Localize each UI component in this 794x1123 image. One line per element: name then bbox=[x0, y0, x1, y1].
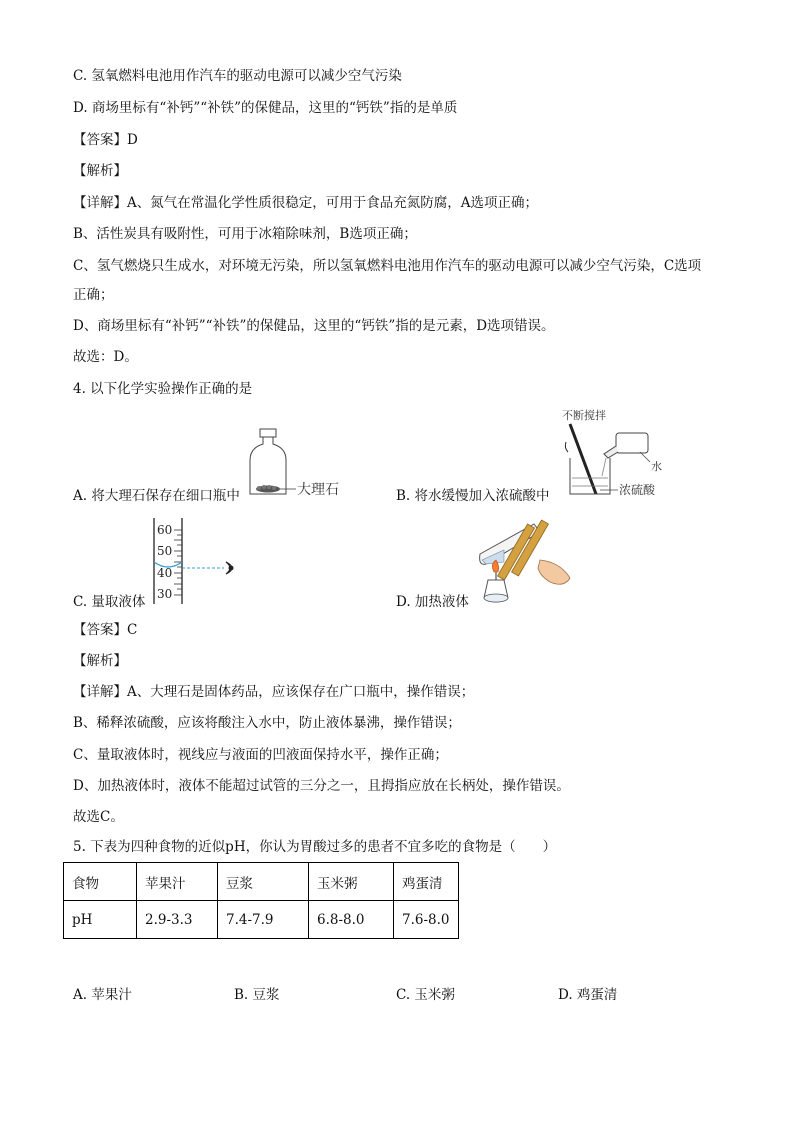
q3-option-d: D. 商场里标有“补钙”“补铁”的保健品，这里的“钙铁”指的是单质 bbox=[73, 100, 458, 116]
q5-option-b: B. 豆浆 bbox=[234, 987, 280, 1003]
q4-analysis-heading: 【解析】 bbox=[73, 653, 127, 669]
q4-detail-c: C、量取液体时，视线应与液面的凹液面保持水平，操作正确； bbox=[73, 747, 448, 763]
table-cell: 7.4-7.9 bbox=[218, 901, 309, 939]
q3-detail-c-line2: 正确； bbox=[73, 287, 114, 303]
table-header-row bbox=[64, 863, 459, 901]
table-row bbox=[64, 901, 459, 939]
tick-label-40: 40 bbox=[157, 566, 173, 580]
q5-option-d: D. 鸡蛋清 bbox=[558, 987, 618, 1003]
table-cell: 6.8-8.0 bbox=[309, 901, 394, 939]
heating-liquid-figure bbox=[474, 516, 604, 608]
narrow-mouth-bottle-figure bbox=[244, 426, 354, 500]
table-cell: 苹果汁 bbox=[137, 863, 218, 901]
tick-label-60: 60 bbox=[157, 523, 173, 537]
dilution-figure bbox=[560, 408, 675, 500]
tick-label-50: 50 bbox=[157, 544, 173, 558]
water-label: 水 bbox=[651, 460, 662, 473]
q4-stem: 4. 以下化学实验操作正确的是 bbox=[73, 381, 253, 397]
q3-option-c: C. 氢氧燃料电池用作汽车的驱动电源可以减少空气污染 bbox=[73, 68, 402, 84]
tick-label-30: 30 bbox=[157, 587, 173, 601]
q3-detail-b: B、活性炭具有吸附性，可用于冰箱除味剂，B选项正确； bbox=[73, 226, 417, 242]
marble-label: 大理石 bbox=[297, 482, 339, 498]
q3-answer: 【答案】D bbox=[73, 132, 138, 148]
q4-detail-d: D、加热液体时，液体不能超过试管的三分之一，且拇指应放在长柄处，操作错误。 bbox=[73, 778, 570, 794]
q4-option-c: C. 量取液体 bbox=[73, 594, 146, 610]
q4-option-d: D. 加热液体 bbox=[396, 594, 469, 610]
table-cell: 食物 bbox=[64, 863, 137, 901]
graduated-cylinder-figure bbox=[146, 518, 246, 608]
table-cell: pH bbox=[64, 901, 137, 939]
q4-option-b: B. 将水缓慢加入浓硫酸中 bbox=[396, 488, 550, 504]
q4-option-a: A. 将大理石保存在细口瓶中 bbox=[73, 488, 240, 504]
q5-option-c: C. 玉米粥 bbox=[396, 987, 455, 1003]
q4-detail-b: B、稀释浓硫酸，应该将酸注入水中，防止液体暴沸，操作错误； bbox=[73, 715, 461, 731]
q4-detail-a: 【详解】A、大理石是固体药品，应该保存在广口瓶中，操作错误； bbox=[73, 684, 475, 700]
q3-detail-d: D、商场里标有“补钙”“补铁”的保健品，这里的“钙铁”指的是元素，D选项错误。 bbox=[73, 318, 555, 334]
eye-icon bbox=[229, 566, 234, 571]
q3-conclusion: 故选：D。 bbox=[73, 349, 138, 365]
q5-option-a: A. 苹果汁 bbox=[73, 987, 132, 1003]
q3-analysis-heading: 【解析】 bbox=[73, 163, 127, 179]
table-cell: 2.9-3.3 bbox=[137, 901, 218, 939]
q4-answer: 【答案】C bbox=[73, 622, 138, 638]
q5-stem: 5. 下表为四种食物的近似pH，你认为胃酸过多的患者不宜多吃的食物是（ ） bbox=[73, 839, 557, 855]
q4-conclusion: 故选C。 bbox=[73, 809, 124, 825]
ph-table bbox=[63, 862, 459, 939]
acid-label: 浓硫酸 bbox=[619, 483, 656, 497]
table-cell: 鸡蛋清 bbox=[394, 863, 459, 901]
q3-detail-a: 【详解】A、氮气在常温化学性质很稳定，可用于食品充氮防腐，A选项正确； bbox=[73, 195, 538, 211]
table-cell: 7.6-8.0 bbox=[394, 901, 459, 939]
table-cell: 豆浆 bbox=[218, 863, 309, 901]
q3-detail-c-line1: C、氢气燃烧只生成水，对环境无污染，所以氢氧燃料电池用作汽车的驱动电源可以减少空气污染，C选项 bbox=[73, 258, 702, 274]
stirring-label: 不断搅拌 bbox=[562, 409, 606, 422]
table-cell: 玉米粥 bbox=[309, 863, 394, 901]
